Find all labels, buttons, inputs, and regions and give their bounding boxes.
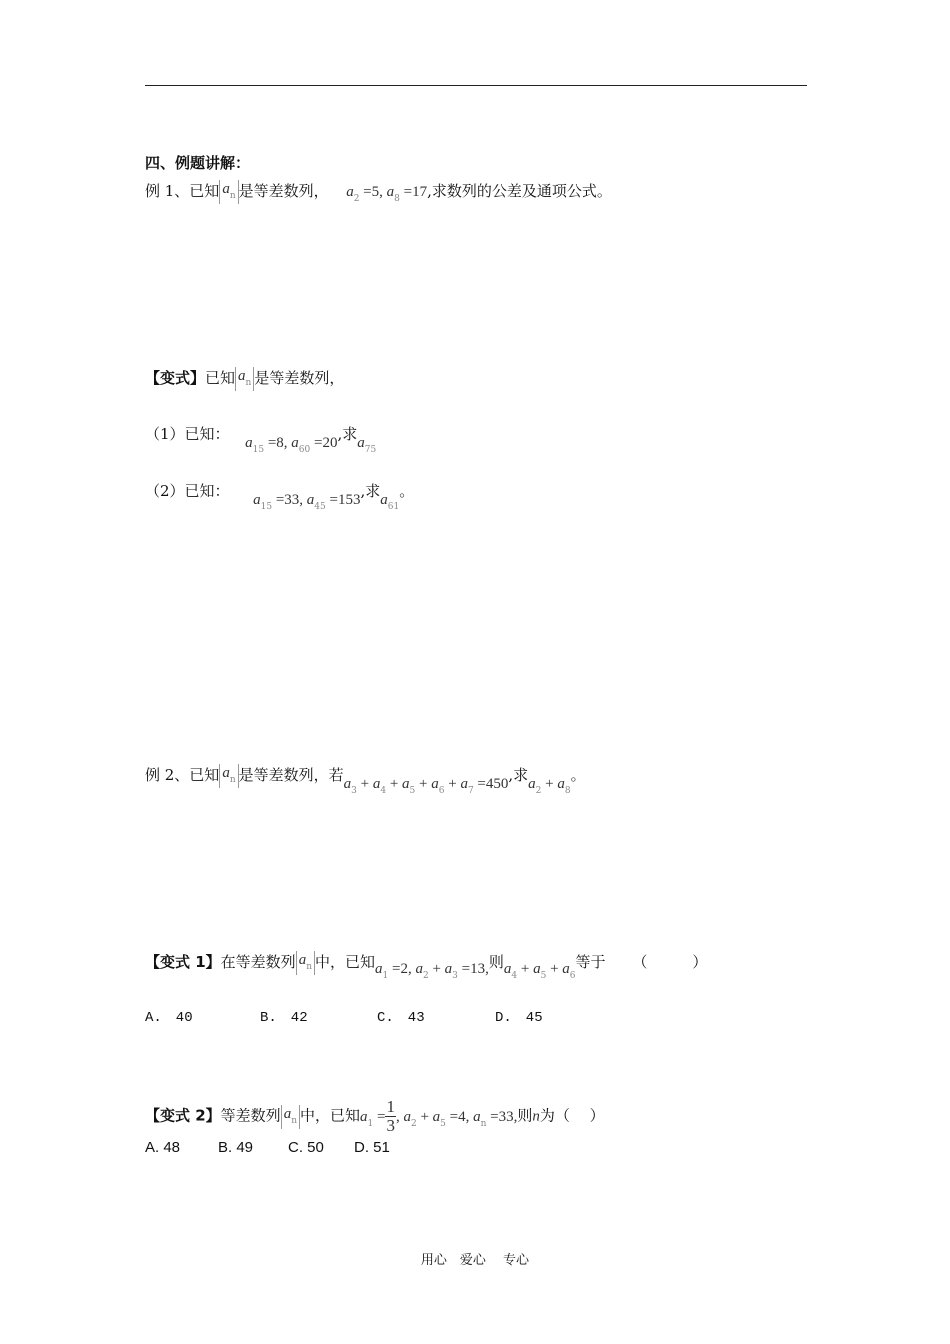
example-2-formula: $a_3 + a_4 + a_5 + a_6 + a_7 =450$ xyxy=(343,776,509,796)
variant-2-label: 【变式 2】 xyxy=(145,1106,221,1125)
variant-suffix: 是等差数列， xyxy=(254,369,345,387)
variant-2-n: n xyxy=(532,1108,540,1125)
variant-question-2 xyxy=(145,481,415,512)
example-1-mid: 是等差数列， xyxy=(238,182,329,200)
option-b-2[interactable]: B. 49 xyxy=(218,1139,254,1156)
example-2-target: $a_2 + a_8$ xyxy=(528,776,571,796)
variant-1-prefix: 在等差数列 xyxy=(220,953,296,971)
question-2-end: 。 xyxy=(399,482,415,500)
variant-2 xyxy=(145,1098,605,1135)
variant-1-tail: 等于 xyxy=(575,953,606,971)
option-d-2[interactable]: D. 51 xyxy=(354,1139,390,1156)
example-2-end: 。 xyxy=(570,766,586,784)
example-2-mid: 是等差数列，若 xyxy=(238,766,344,784)
variant-1 xyxy=(145,951,707,980)
question-1-label: （1）已知： xyxy=(145,425,230,443)
sequence-set: $a_n$ xyxy=(219,180,238,204)
variant-2-tail: 为（ ） xyxy=(539,1106,605,1125)
question-2-label: （2）已知： xyxy=(145,482,230,500)
variant-heading xyxy=(145,367,344,391)
variant-2-then: 则 xyxy=(517,1106,533,1125)
sequence-set: $a_n$ xyxy=(296,951,315,975)
variant-1-formula: $a_1 =2$, $a_2 + a_3 =13$, xyxy=(375,961,489,981)
variant-1-label: 【变式 1】 xyxy=(145,953,221,971)
option-c[interactable]: C. 43 xyxy=(377,1010,425,1026)
question-2-formula: $a_{15} =33$, $a_{45} =153$ xyxy=(253,492,361,512)
sequence-set: $a_n$ xyxy=(235,367,254,391)
example-1-suffix: ,求数列的公差及通项公式。 xyxy=(427,182,612,200)
question-2-ask: ,求 xyxy=(360,482,381,500)
question-1-target: $a_{75}$ xyxy=(357,435,377,455)
option-a[interactable]: A. 40 xyxy=(145,1010,193,1026)
question-2-target: $a_{61}$ xyxy=(380,492,400,512)
question-1-formula: $a_{15} =8$, $a_{60} =20$ xyxy=(245,435,338,455)
variant-1-target: $a_4 + a_5 + a_6$ xyxy=(503,961,576,981)
example-1-prefix: 例 1、已知 xyxy=(145,182,220,200)
page-footer: 用心 爱心 专心 xyxy=(420,1253,530,1268)
sequence-set: $a_n$ xyxy=(281,1105,300,1129)
variant-1-mid: 中，已知 xyxy=(314,953,375,971)
variant-label: 【变式】 xyxy=(145,369,206,387)
section-title: 四、例题讲解： xyxy=(145,154,251,172)
header-rule xyxy=(145,85,807,86)
answer-paren: （ ） xyxy=(632,953,708,971)
sequence-set: $a_n$ xyxy=(219,764,238,788)
example-2-ask: ,求 xyxy=(508,766,529,784)
variant-1-then: 则 xyxy=(488,953,504,971)
variant-question-1 xyxy=(145,424,377,455)
example-2-prefix: 例 2、已知 xyxy=(145,766,220,784)
example-1-formula: $a_2 =5$, $a_8 =17$ xyxy=(346,184,428,204)
option-d[interactable]: D. 45 xyxy=(495,1010,543,1026)
variant-2-prefix: 等差数列 xyxy=(220,1106,281,1125)
example-1 xyxy=(145,180,612,209)
variant-2-mid: 中，已知 xyxy=(299,1106,360,1125)
variant-prefix: 已知 xyxy=(205,369,236,387)
variant-2-formula: $a_1$ = $\frac{1}{3}$ , $a_2 + a_5 =4$, $a_n =33$, xyxy=(360,1097,518,1135)
fraction: $\frac{1}{3}$ xyxy=(386,1097,395,1135)
example-2 xyxy=(145,764,586,796)
option-c-2[interactable]: C. 50 xyxy=(288,1139,324,1156)
option-a-2[interactable]: A. 48 xyxy=(145,1139,181,1156)
option-b[interactable]: B. 42 xyxy=(260,1010,308,1026)
question-1-ask: ,求 xyxy=(337,425,358,443)
